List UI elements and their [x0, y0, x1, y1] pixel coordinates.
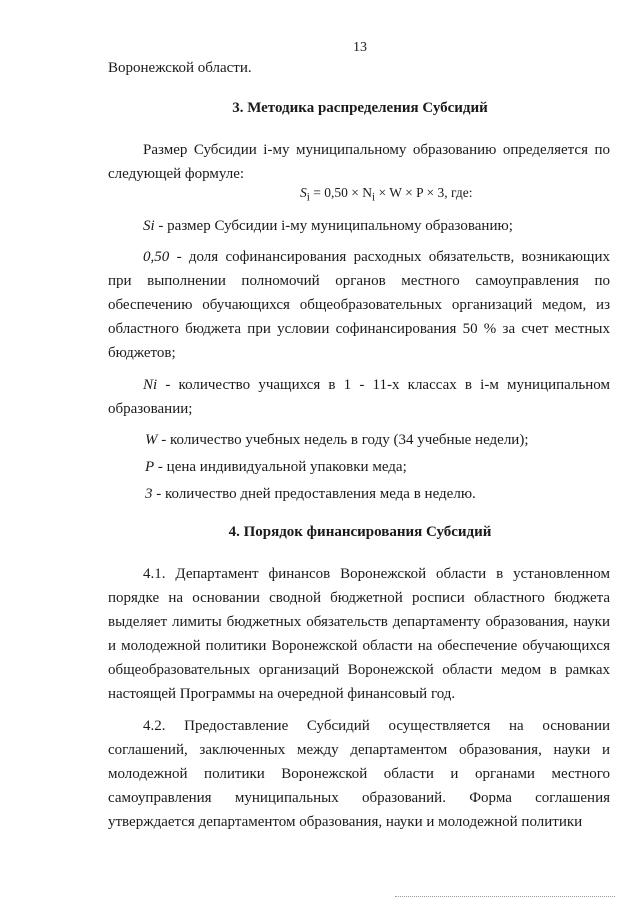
definition-p: [145, 459, 407, 476]
formula-lhs: S: [300, 185, 307, 200]
paragraph-4-1: 4.1. Департамент финансов Воронежской области в установленном порядке на основании сводной бюджетной росписи областного бюджета выделяет лимиты бюджетных обязательств департаменту образования, науки и молодежной политики Воронежской области на обеспечение обучающихся общеобразовательных организаций Воронежской области медом в рамках настоящей Программы на очередной финансовый год.: [108, 566, 610, 702]
definition-3-text: - количество дней предоставления меда в неделю.: [152, 486, 476, 502]
definition-w-text: - количество учебных недель в году (34 учебные недели);: [157, 432, 529, 448]
definition-050-text: - доля софинансирования расходных обязательств, возникающих при выполнении полномочий органов местного самоуправления по обеспечению обучающихся общеобразовательных организаций медом, из областного бюджета при условии софинансирования 50 % за счет местных бюджетов;: [108, 249, 610, 361]
formula-n-sub: i: [372, 191, 376, 204]
paragraph-4-2: 4.2. Предоставление Субсидий осуществляется на основании соглашений, заключенных между департаментом образования, науки и молодежной политики Воронежской области и органами местного самоуправления муниципальных образований. Форма соглашения утверждается департаментом образования, науки и молодежной политики: [108, 718, 610, 830]
definition-050-symbol: 0,50: [143, 249, 170, 265]
formula-rhs: = 0,50 × N: [309, 185, 372, 200]
definition-3-symbol: 3: [145, 486, 153, 502]
scan-edge-line: [395, 896, 615, 897]
formula-suffix: , где:: [444, 185, 473, 200]
section-3-heading: 3. Методика распределения Субсидий: [232, 100, 488, 116]
continuation-text: Воронежской области.: [108, 60, 252, 76]
section-4-heading: 4. Порядок финансирования Субсидий: [228, 524, 492, 540]
formula: [300, 185, 472, 204]
definition-s: [108, 214, 610, 238]
definition-w-symbol: W: [145, 432, 158, 448]
definition-s-text: - размер Субсидии i-му муниципальному образованию;: [154, 218, 513, 234]
definition-p-text: - цена индивидуальной упаковки меда;: [154, 459, 407, 475]
definition-n-symbol: Ni: [143, 377, 158, 393]
formula-rest: × W × P × 3: [375, 185, 445, 200]
definition-050: [108, 245, 610, 365]
definition-p-symbol: P: [145, 459, 155, 475]
definition-n: [108, 373, 610, 421]
section-3-intro: Размер Субсидии i-му муниципальному образованию определяется по следующей формуле:: [108, 142, 610, 182]
page-number: 13: [353, 40, 367, 55]
definition-n-text: - количество учащихся в 1 - 11-х классах в i-м муниципальном образовании;: [108, 377, 610, 417]
formula-lhs-sub: i: [306, 191, 310, 204]
definition-s-symbol: Si: [143, 218, 155, 234]
definition-w: [145, 432, 529, 449]
definition-3: [145, 486, 476, 503]
